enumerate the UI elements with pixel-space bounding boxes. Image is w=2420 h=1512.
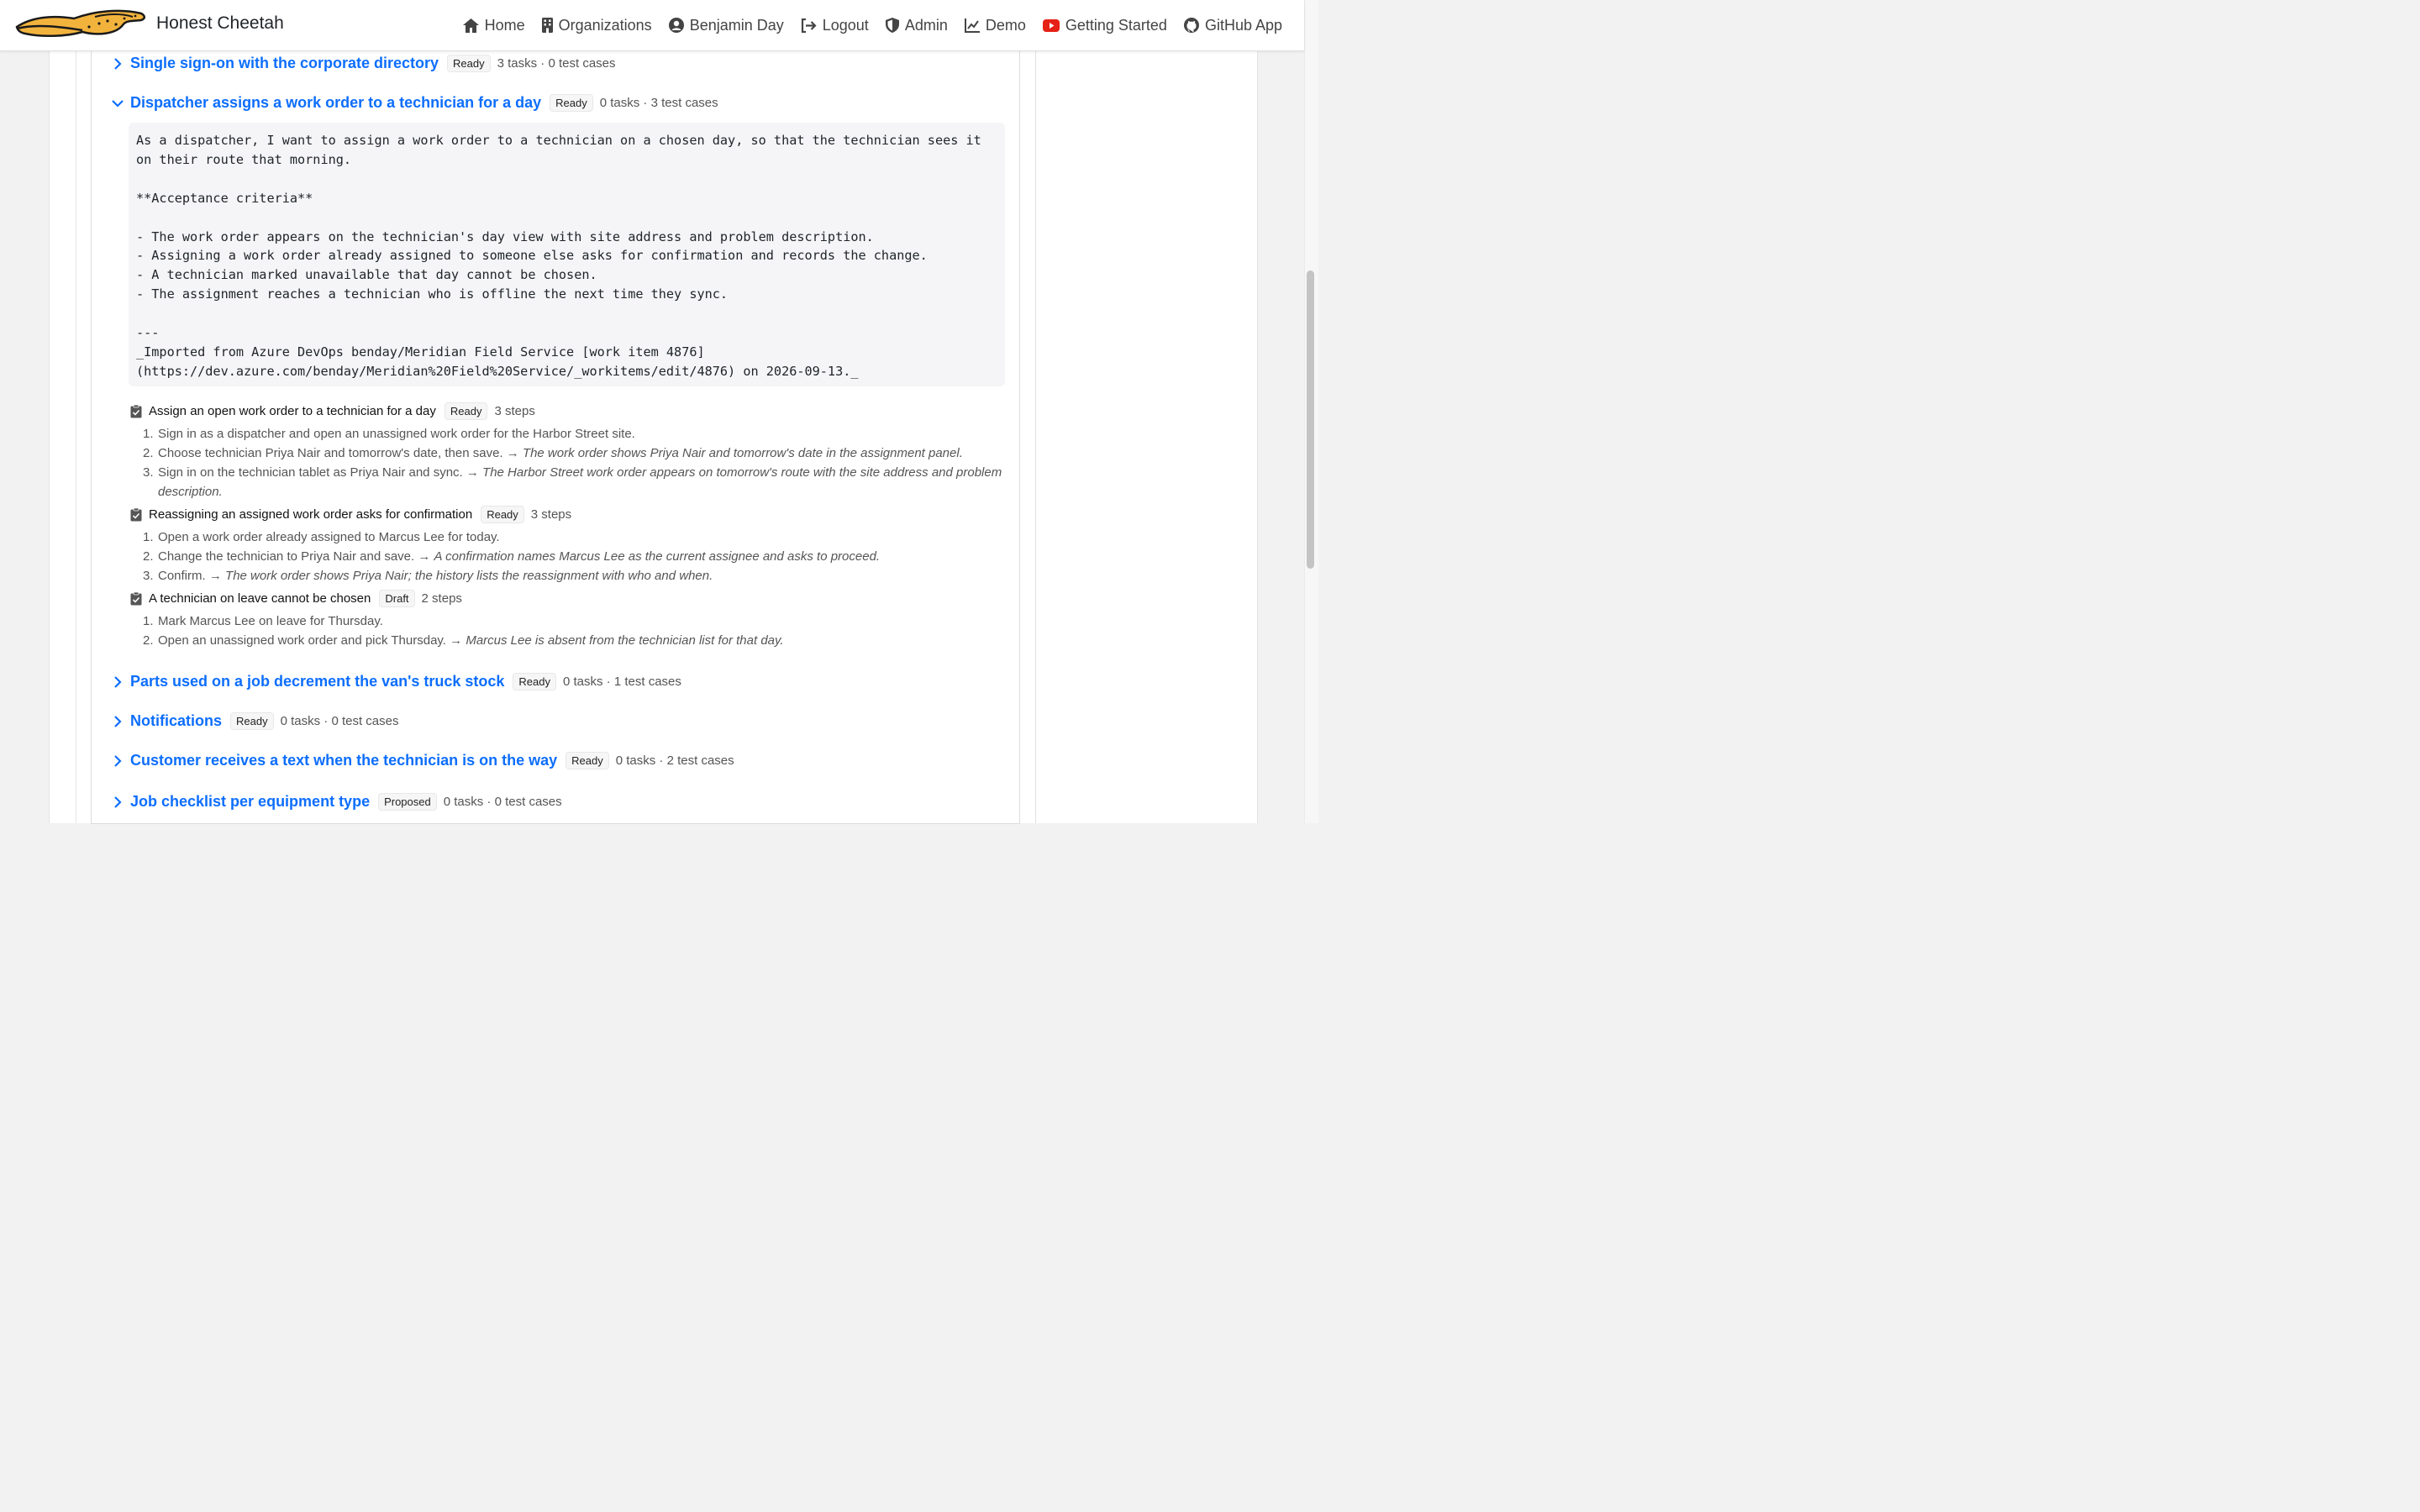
step-count: 3 steps: [494, 404, 535, 418]
step-action: Open an unassigned work order and pick Thursday.: [158, 633, 446, 648]
story-description: [129, 123, 1005, 386]
nav-getting-started[interactable]: [1043, 17, 1167, 34]
github-icon: [1184, 18, 1199, 33]
nav-github-label: GitHub App: [1204, 16, 1282, 34]
chevron-right-icon[interactable]: [110, 753, 125, 769]
clipboard-check-icon: [130, 508, 142, 522]
story-title-link[interactable]: Parts used on a job decrement the van's truck stock: [130, 673, 505, 690]
step-action: Open a work order already assigned to Marcus Lee for today.: [158, 530, 500, 544]
logout-icon: [801, 18, 817, 33]
story-header: [110, 673, 681, 690]
story-header: [110, 793, 562, 811]
chevron-right-icon[interactable]: [110, 795, 125, 810]
story-counts: 0 tasks · 2 test cases: [615, 753, 734, 768]
step-item: [143, 424, 1008, 444]
story-header: [110, 94, 718, 112]
brand[interactable]: [15, 8, 284, 39]
step-item: [143, 547, 1008, 566]
chevron-right-icon[interactable]: [110, 675, 125, 690]
nav-admin-label: Admin: [904, 16, 948, 34]
story-title-link[interactable]: Job checklist per equipment type: [130, 793, 371, 810]
chevron-right-icon[interactable]: [110, 56, 125, 71]
story-title-link[interactable]: Notifications: [130, 712, 223, 729]
test-case-steps: [143, 528, 1008, 585]
status-badge: Ready: [230, 712, 274, 730]
list-item: [91, 740, 1020, 781]
top-navbar: [0, 0, 1304, 51]
chevron-down-icon[interactable]: [110, 96, 125, 111]
arrow-icon: →: [506, 446, 519, 460]
clipboard-check-icon: [130, 405, 142, 418]
test-case-header: [130, 506, 571, 523]
test-case-header: [130, 402, 535, 420]
nav-demo-label: Demo: [985, 16, 1026, 34]
status-badge: Proposed: [378, 793, 437, 811]
step-number: 3.: [143, 569, 154, 583]
main-nav: [463, 0, 1282, 50]
step-action: Mark Marcus Lee on leave for Thursday.: [158, 614, 383, 628]
story-title-link[interactable]: Single sign-on with the corporate directory: [130, 55, 439, 71]
list-item: [91, 661, 1020, 701]
list-item: [91, 701, 1020, 741]
test-case-title[interactable]: Reassigning an assigned work order asks for confirmation: [149, 507, 473, 522]
step-expected: A confirmation names Marcus Lee as the current assignee and asks to proceed.: [434, 549, 881, 564]
list-item: [91, 780, 1020, 824]
step-number: 1.: [143, 427, 154, 441]
status-badge: Ready: [566, 752, 609, 769]
step-number: 1.: [143, 530, 154, 544]
step-number: 2.: [143, 549, 154, 564]
status-badge: Ready: [447, 55, 491, 72]
status-badge: Ready: [513, 673, 556, 690]
test-case-title[interactable]: Assign an open work order to a technician for a day: [149, 404, 436, 418]
story-counts: 0 tasks · 1 test cases: [563, 675, 681, 689]
nav-demo[interactable]: [965, 17, 1026, 34]
youtube-icon: [1043, 19, 1060, 32]
nav-logout-label: Logout: [822, 16, 869, 34]
arrow-icon: →: [208, 569, 222, 583]
story-counts: 0 tasks · 3 test cases: [599, 96, 718, 110]
chevron-right-icon[interactable]: [110, 714, 125, 729]
story-header: [110, 55, 616, 72]
nav-home[interactable]: [463, 17, 525, 34]
nav-organizations-label: Organizations: [558, 16, 652, 34]
step-action: Confirm.: [158, 569, 206, 583]
chart-line-icon: [965, 18, 980, 33]
clipboard-check-icon: [130, 592, 142, 606]
step-action: Change the technician to Priya Nair and save.: [158, 549, 415, 564]
story-title-link[interactable]: Dispatcher assigns a work order to a technician for a day: [130, 94, 542, 111]
step-number: 1.: [143, 614, 154, 628]
brand-name: Honest Cheetah: [156, 13, 284, 33]
step-expected: The work order shows Priya Nair; the history lists the reassignment with who and when.: [225, 569, 713, 583]
step-action: Sign in as a dispatcher and open an unassigned work order for the Harbor Street site.: [158, 427, 635, 441]
story-header: [110, 752, 734, 769]
story-title-link[interactable]: Customer receives a text when the technician is on the way: [130, 752, 558, 769]
nav-user-label: Benjamin Day: [689, 16, 784, 34]
step-item: [143, 528, 1008, 547]
step-number: 2.: [143, 446, 154, 460]
step-item: [143, 612, 1008, 631]
step-number: 3.: [143, 465, 154, 480]
step-count: 2 steps: [421, 591, 462, 606]
nav-github-app[interactable]: [1184, 17, 1282, 34]
status-badge: Ready: [481, 506, 524, 523]
home-icon: [463, 18, 479, 33]
story-header: [110, 712, 398, 730]
test-case-header: [130, 590, 462, 607]
step-expected: The work order shows Priya Nair and tomorrow's date in the assignment panel.: [522, 446, 963, 460]
nav-admin[interactable]: [886, 17, 948, 34]
test-case-steps: [143, 612, 1008, 650]
nav-getting-started-label: Getting Started: [1065, 16, 1167, 34]
arrow-icon: →: [466, 465, 479, 480]
test-case-title[interactable]: A technician on leave cannot be chosen: [149, 591, 371, 606]
arrow-icon: →: [418, 549, 431, 564]
step-expected: The Harbor Street work order appears on tomorrow's route with the site address and problem description.: [158, 465, 1002, 499]
status-badge: Ready: [445, 402, 488, 420]
step-item: [143, 631, 1008, 650]
building-icon: [542, 18, 553, 33]
status-badge: Draft: [379, 590, 414, 607]
step-number: 2.: [143, 633, 154, 648]
story-counts: 0 tasks · 0 test cases: [443, 795, 562, 809]
test-case-steps: [143, 424, 1008, 501]
description-text: As a dispatcher, I want to assign a work order to a technician on a chosen day, so that the technician sees it on their route that morning. **Acceptance criteria** - The work order appears on the technician's day view with site address and problem description. - Assigning a work order already assigned to someone else asks for confirmation and records the change. - A technician marked unavailable that day cannot be chosen. - The assignment reaches a technician who is offline the next time they sync. --- _Imported from Azure DevOps benday/Meridian Field Service [work item 4876] (https://dev.azure.com/benday/Meridian%20Field%20Service/_workitems/edit/4876) on 2026-09-13._: [136, 133, 981, 379]
step-item: [143, 444, 1008, 463]
scrollbar-thumb[interactable]: [1307, 270, 1314, 569]
sidebar-divider: [1035, 0, 1036, 823]
nav-user-profile[interactable]: [669, 17, 784, 34]
story-counts: 3 tasks · 0 test cases: [497, 56, 616, 71]
step-count: 3 steps: [530, 507, 572, 522]
step-action: Choose technician Priya Nair and tomorrow's date, then save.: [158, 446, 503, 460]
nav-logout[interactable]: [801, 17, 869, 34]
step-expected: Marcus Lee is absent from the technician list for that day.: [466, 633, 784, 648]
arrow-icon: →: [450, 633, 463, 648]
user-circle-icon: [669, 18, 684, 33]
step-action: Sign in on the technician tablet as Priya Nair and sync.: [158, 465, 463, 480]
step-item: [143, 566, 1008, 585]
shield-icon: [886, 18, 899, 33]
status-badge: Ready: [550, 94, 593, 112]
nav-organizations[interactable]: [542, 17, 652, 34]
cheetah-logo-icon: [15, 8, 148, 39]
step-item: [143, 463, 1008, 501]
nav-home-label: Home: [484, 16, 525, 34]
story-counts: 0 tasks · 0 test cases: [280, 714, 399, 728]
